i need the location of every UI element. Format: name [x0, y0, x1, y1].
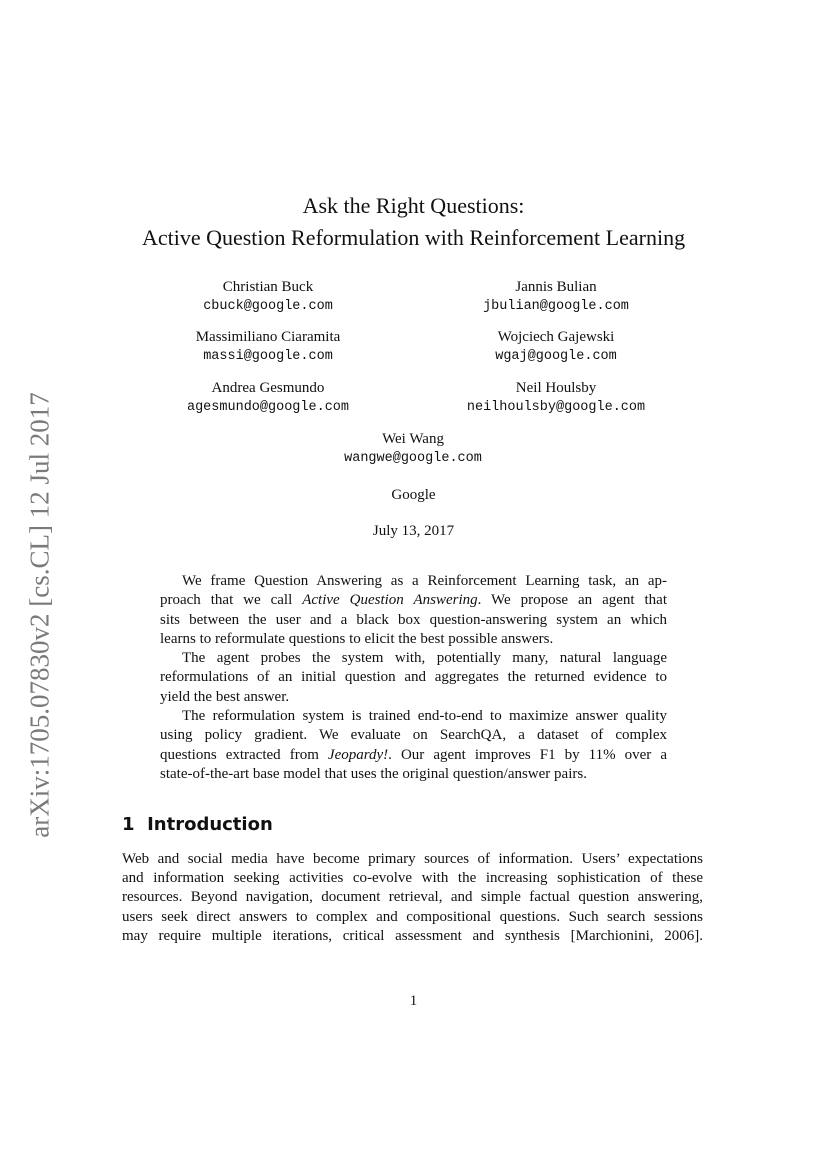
author-email: cbuck@google.com: [203, 299, 333, 314]
author-name: Andrea Gesmundo: [211, 380, 325, 396]
text: questions extracted from: [160, 746, 328, 763]
author-email: neilhoulsby@google.com: [466, 400, 646, 415]
abstract-line: state-of-the-art base model that uses the original question/answer pairs.: [160, 765, 587, 782]
author-name: Wei Wang: [382, 431, 444, 447]
author: [118, 278, 418, 316]
author: [118, 328, 418, 366]
author: [406, 278, 706, 316]
author: [263, 430, 563, 468]
text: . We propose an agent that: [477, 592, 668, 609]
abstract-line: reformulations of an initial question and aggregates the returned evidence to: [160, 669, 667, 686]
abstract-line: sits between the user and a black box question-answering system an which: [160, 611, 667, 628]
author-name: Christian Buck: [222, 279, 314, 295]
text: proach that we call: [160, 592, 303, 609]
intro-line: Web and social media have become primary sources of information. Users’ expectations: [122, 851, 703, 867]
abstract-line: [160, 746, 667, 765]
arxiv-identifier: arXiv:1705.07830v2 [cs.CL] 12 Jul 2017: [24, 392, 55, 838]
intro-line: may require multiple iterations, critical assessment and synthesis [Marchionini, 2006].: [122, 927, 703, 944]
emphasis: Jeopardy!: [327, 746, 389, 763]
author-name: Neil Houlsby: [515, 380, 597, 396]
title-line-2: Active Question Reformulation with Reinforcement Learning: [141, 225, 686, 250]
section-heading: [122, 814, 273, 835]
title-line-1: Ask the Right Questions:: [302, 193, 525, 218]
section-number: 1: [122, 814, 135, 835]
author: [118, 379, 418, 417]
abstract-line: The agent probes the system with, potentially many, natural language: [182, 650, 667, 667]
author-name: Massimiliano Ciaramita: [195, 329, 341, 345]
section-title: Introduction: [147, 814, 273, 835]
author-email: agesmundo@google.com: [186, 400, 350, 415]
intro-paragraph: [122, 850, 703, 946]
date: July 13, 2017: [372, 523, 455, 539]
author-name: Wojciech Gajewski: [497, 329, 615, 345]
author-email: massi@google.com: [203, 349, 333, 364]
author-email: jbulian@google.com: [483, 299, 629, 314]
abstract-line: yield the best answer.: [160, 688, 290, 705]
abstract-line: [160, 591, 667, 610]
abstract-line: using policy gradient. We evaluate on SearchQA, a dataset of complex: [160, 727, 667, 744]
intro-line: resources. Beyond navigation, document retrieval, and simple factual question answering,: [122, 889, 703, 906]
emphasis: Active Question Answering: [302, 592, 478, 609]
page-number: 1: [409, 993, 418, 1009]
abstract-line: The reformulation system is trained end-to-end to maximize answer quality: [182, 708, 667, 725]
affiliation: Google: [391, 487, 436, 503]
abstract-line: learns to reformulate questions to elicit the best possible answers.: [160, 630, 554, 647]
abstract-line: We frame Question Answering as a Reinforcement Learning task, an ap-: [182, 573, 667, 589]
intro-line: users seek direct answers to complex and compositional questions. Such search sessions: [122, 908, 703, 925]
text: . Our agent improves F1 by 11% over a: [388, 746, 667, 763]
author: [406, 379, 706, 417]
author-email: wangwe@google.com: [344, 451, 482, 466]
abstract: [160, 572, 667, 784]
author-email: wgaj@google.com: [495, 349, 617, 364]
intro-line: and information seeking activities co-evolve with the increasing sophistication of these: [122, 870, 703, 887]
author: [406, 328, 706, 366]
paper-title: [0, 190, 827, 254]
author-name: Jannis Bulian: [515, 279, 597, 295]
